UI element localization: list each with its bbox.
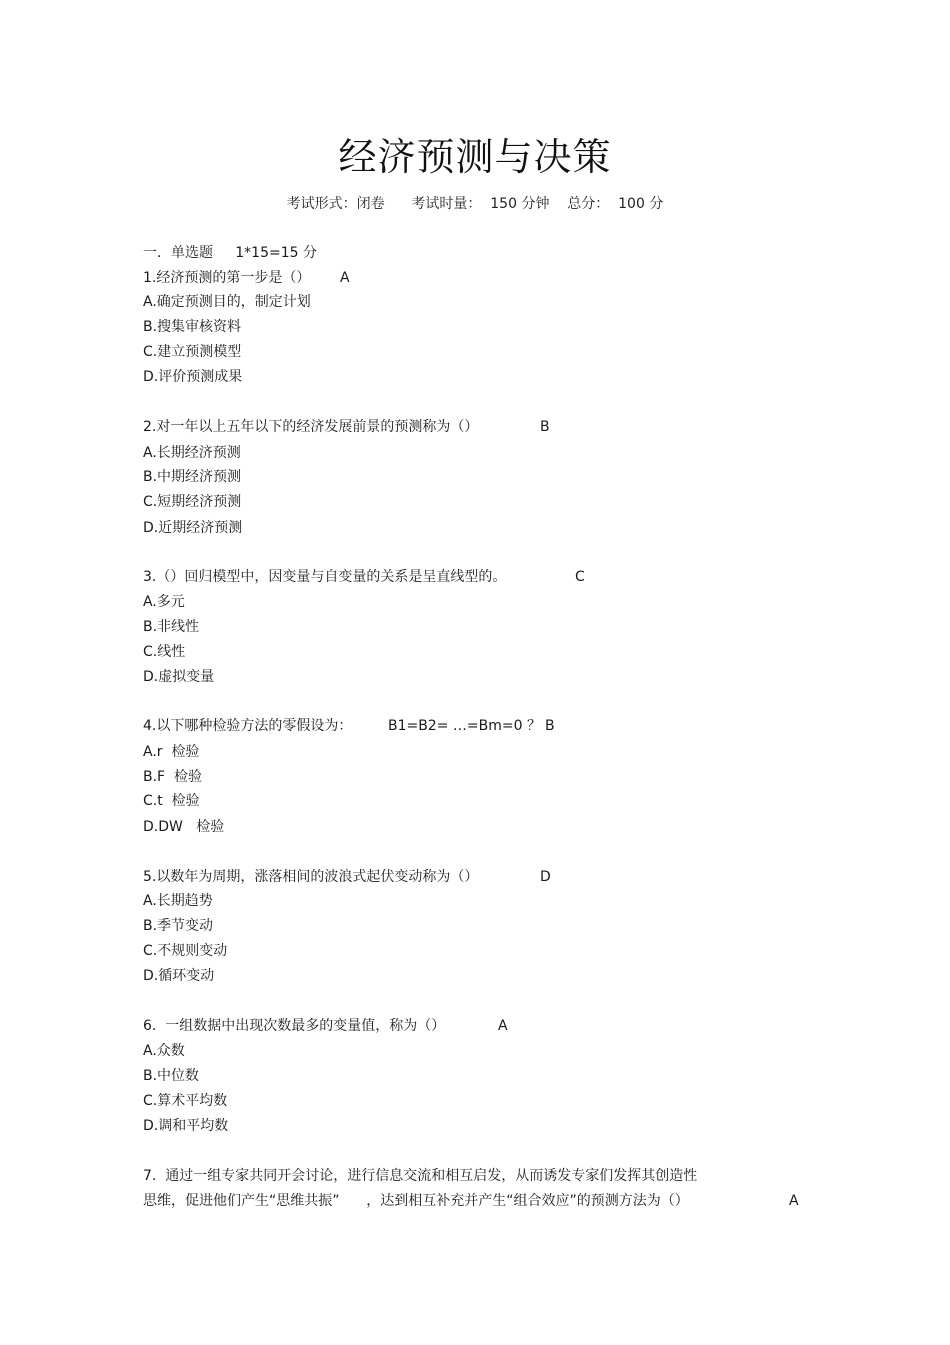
question-3-option-b: B.非线性	[143, 619, 200, 635]
question-2-option-b: B.中期经济预测	[143, 469, 242, 485]
question-7-stem: 7. 通过一组专家共同开会讨论，进行信息交流和相互启发，从而诱发专家们发挥其创造性	[143, 1168, 698, 1184]
question-6-option-d: D.调和平均数	[143, 1118, 229, 1134]
question-2-option-d: D.近期经济预测	[143, 520, 243, 536]
question-1-stem: 1.经济预测的第一步是（）	[143, 270, 311, 286]
question-4-option-b: B.F 检验	[143, 769, 203, 785]
question-4-answer: B	[545, 718, 555, 734]
section-heading: 一．单选题 1*15=15 分	[143, 245, 317, 261]
question-6-stem: 6. 一组数据中出现次数最多的变量值，称为（）	[143, 1018, 446, 1034]
question-3-option-d: D.虚拟变量	[143, 669, 215, 685]
question-2-option-c: C.短期经济预测	[143, 494, 242, 510]
question-4-option-a: A.r 检验	[143, 744, 200, 760]
question-7-stem-continued: 思维，促进他们产生“思维共振” ，达到相互补充并产生“组合效应”的预测方法为（）	[143, 1193, 689, 1209]
question-4-option-c: C.t 检验	[143, 793, 200, 809]
question-1-option-c: C.建立预测模型	[143, 344, 242, 360]
question-4-stem: 4.以下哪种检验方法的零假设为： B1=B2= …=Bm=0 ？	[143, 718, 541, 734]
question-5-option-b: B.季节变动	[143, 918, 214, 934]
question-3-option-a: A.多元	[143, 594, 185, 610]
question-5-option-d: D.循环变动	[143, 968, 215, 984]
question-2-stem: 2.对一年以上五年以下的经济发展前景的预测称为（）	[143, 419, 479, 435]
question-1-option-d: D.评价预测成果	[143, 369, 243, 385]
question-5-option-c: C.不规则变动	[143, 943, 228, 959]
question-2-answer: B	[540, 419, 550, 435]
page-title: 经济预测与决策	[338, 135, 612, 179]
question-6-answer: A	[498, 1018, 508, 1034]
question-7-answer: A	[789, 1193, 799, 1209]
question-5-stem: 5.以数年为周期，涨落相间的波浪式起伏变动称为（）	[143, 869, 479, 885]
question-3-answer: C	[575, 569, 585, 585]
question-6-option-a: A.众数	[143, 1043, 185, 1059]
question-4-option-d: D.DW 检验	[143, 819, 225, 835]
question-5-answer: D	[540, 869, 551, 885]
question-3-option-c: C.线性	[143, 644, 186, 660]
question-1-option-b: B.搜集审核资料	[143, 319, 242, 335]
question-3-stem: 3.（）回归模型中，因变量与自变量的关系是呈直线型的。	[143, 569, 507, 585]
question-2-option-a: A.长期经济预测	[143, 445, 241, 461]
question-1-option-a: A.确定预测目的，制定计划	[143, 294, 311, 310]
question-6-option-b: B.中位数	[143, 1068, 200, 1084]
question-5-option-a: A.长期趋势	[143, 893, 213, 909]
question-6-option-c: C.算术平均数	[143, 1093, 228, 1109]
exam-meta: 考试形式：闭卷 考试时量： 150 分钟 总分： 100 分	[286, 196, 664, 212]
question-1-answer: A	[340, 270, 350, 286]
